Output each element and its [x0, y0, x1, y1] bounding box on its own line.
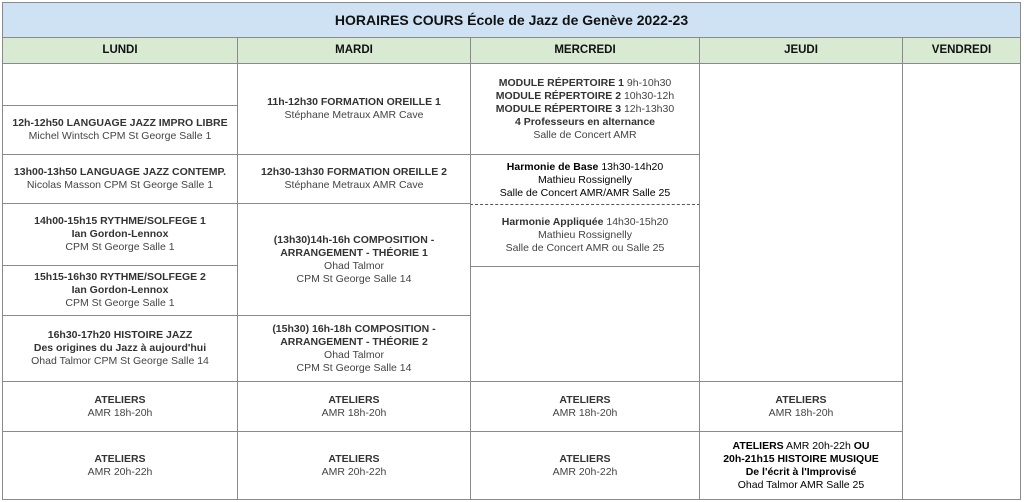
atelier-title: ATELIERS	[94, 452, 146, 465]
header-jeudi-label: JEUDI	[784, 44, 818, 56]
mercredi-ateliers-1	[470, 381, 700, 432]
course-teacher: Ian Gordon-Lennox	[71, 228, 169, 240]
atelier-time: AMR 20h-22h	[321, 465, 387, 478]
course-title: 16h30-17h20 HISTOIRE JAZZ	[47, 329, 193, 341]
course-detail: Stéphane Metraux AMR Cave	[284, 109, 424, 121]
module-teachers: 4 Professeurs en alternance	[514, 115, 656, 128]
atelier-time: AMR 18h-20h	[768, 406, 834, 419]
atelier-time: AMR 20h-22h	[552, 465, 618, 478]
lundi-course-contemp	[2, 154, 238, 204]
header-mardi-label: MARDI	[335, 44, 373, 56]
histoire-musique-title: 20h-21h15 HISTOIRE MUSIQUE	[723, 452, 879, 465]
mercredi-ateliers-2	[470, 431, 700, 500]
mardi-course-composition-1	[237, 203, 471, 316]
course-teacher: Ohad Talmor	[324, 348, 384, 361]
atelier-title: ATELIERS	[559, 452, 611, 465]
header-mercredi-label: MERCREDI	[554, 44, 616, 56]
header-lundi-label: LUNDI	[102, 44, 138, 56]
course-teacher: Mathieu Rossignelly	[538, 229, 632, 241]
title-text: HORAIRES COURS École de Jazz de Genève 2022-23	[334, 11, 689, 28]
course-time: 14h30-15h20	[603, 216, 669, 228]
atelier-title: ATELIERS	[328, 452, 380, 465]
module-3-label: MODULE RÉPERTOIRE 3	[495, 102, 622, 115]
jeudi-ateliers-2	[699, 431, 903, 500]
mercredi-harmonie-appliquee	[470, 204, 700, 267]
atelier-title: ATELIERS	[94, 393, 146, 406]
course-detail: Ohad Talmor CPM St George Salle 14	[31, 355, 209, 367]
course-detail: Nicolas Masson CPM St George Salle 1	[26, 179, 214, 191]
course-room: Salle de Concert AMR/AMR Salle 25	[499, 186, 671, 199]
atelier-title: ATELIERS	[775, 393, 827, 406]
course-room: CPM St George Salle 14	[296, 361, 412, 374]
header-lundi	[2, 37, 238, 64]
header-vendredi-label: VENDREDI	[931, 44, 992, 56]
atelier-time: AMR 18h-20h	[87, 406, 153, 419]
mardi-ateliers-2	[237, 431, 471, 500]
course-detail: Stéphane Metraux AMR Cave	[284, 179, 424, 191]
module-2-label: MODULE RÉPERTOIRE 2	[495, 89, 622, 102]
course-title-2: ARRANGEMENT - THÉORIE 1	[280, 246, 428, 259]
course-time: 13h30-14h20	[598, 160, 664, 173]
lundi-course-impro-libre	[2, 105, 238, 155]
module-3-time: 12h-13h30	[621, 102, 675, 115]
header-jeudi	[699, 37, 903, 64]
atelier-time: AMR 18h-20h	[552, 406, 618, 419]
course-title-1: (13h30)14h-16h COMPOSITION -	[273, 233, 435, 246]
course-title-2: ARRANGEMENT - THÉORIE 2	[280, 335, 428, 348]
course-room: CPM St George Salle 1	[65, 297, 175, 309]
atelier-time: AMR 20h-22h	[783, 439, 854, 452]
mardi-course-composition-2	[237, 315, 471, 382]
mardi-course-oreille-1	[237, 63, 471, 155]
mercredi-modules-repertoire	[470, 63, 700, 155]
course-teacher: Ian Gordon-Lennox	[71, 284, 169, 296]
module-2-time: 10h30-12h	[621, 89, 675, 102]
course-title: 15h15-16h30 RYTHME/SOLFEGE 2	[34, 271, 206, 283]
course-title: 12h30-13h30 FORMATION OREILLE 2	[261, 166, 447, 178]
course-subtitle: Des origines du Jazz à aujourd'hui	[33, 342, 207, 354]
atelier-title: ATELIERS	[732, 439, 784, 452]
course-title: Harmonie de Base	[506, 160, 599, 173]
lundi-ateliers-1	[2, 381, 238, 432]
course-title-1: (15h30) 16h-18h COMPOSITION -	[272, 322, 436, 335]
course-title: Harmonie Appliquée	[501, 216, 604, 228]
lundi-ateliers-2	[2, 431, 238, 500]
schedule-title	[2, 2, 1021, 38]
course-title: 11h-12h30 FORMATION OREILLE 1	[267, 96, 441, 108]
module-1-time: 9h-10h30	[623, 76, 672, 89]
course-detail: Michel Wintsch CPM St George Salle 1	[28, 130, 212, 142]
header-vendredi	[902, 37, 1021, 64]
course-teacher: Ohad Talmor	[324, 259, 384, 272]
histoire-musique-subtitle: De l'écrit à l'Improvisé	[745, 465, 857, 478]
jeudi-empty	[699, 63, 903, 382]
course-title: 13h00-13h50 LANGUAGE JAZZ CONTEMP.	[13, 166, 227, 178]
lundi-course-rythme-2	[2, 265, 238, 316]
course-title: 14h00-15h15 RYTHME/SOLFEGE 1	[34, 215, 206, 227]
header-mercredi	[470, 37, 700, 64]
lundi-course-rythme-1	[2, 203, 238, 266]
module-1-label: MODULE RÉPERTOIRE 1	[498, 76, 624, 89]
mercredi-empty	[470, 266, 700, 382]
atelier-time: AMR 18h-20h	[321, 406, 387, 419]
course-title: 12h-12h50 LANGUAGE JAZZ IMPRO LIBRE	[12, 117, 228, 129]
mardi-course-oreille-2	[237, 154, 471, 204]
module-room: Salle de Concert AMR	[533, 128, 637, 141]
atelier-time: AMR 20h-22h	[87, 465, 153, 478]
mardi-ateliers-1	[237, 381, 471, 432]
course-room: CPM St George Salle 1	[65, 241, 175, 253]
mercredi-harmonie-base	[470, 154, 700, 205]
histoire-musique-detail: Ohad Talmor AMR Salle 25	[737, 478, 865, 491]
atelier-title: ATELIERS	[559, 393, 611, 406]
course-room: CPM St George Salle 14	[296, 272, 412, 285]
lundi-course-histoire-jazz	[2, 315, 238, 382]
lundi-empty	[2, 63, 238, 106]
atelier-title: ATELIERS	[328, 393, 380, 406]
course-room: Salle de Concert AMR ou Salle 25	[505, 242, 665, 254]
header-mardi	[237, 37, 471, 64]
jeudi-ateliers-1	[699, 381, 903, 432]
atelier-or: OU	[853, 439, 870, 452]
vendredi-empty	[902, 63, 1021, 500]
course-teacher: Mathieu Rossignelly	[538, 173, 632, 186]
